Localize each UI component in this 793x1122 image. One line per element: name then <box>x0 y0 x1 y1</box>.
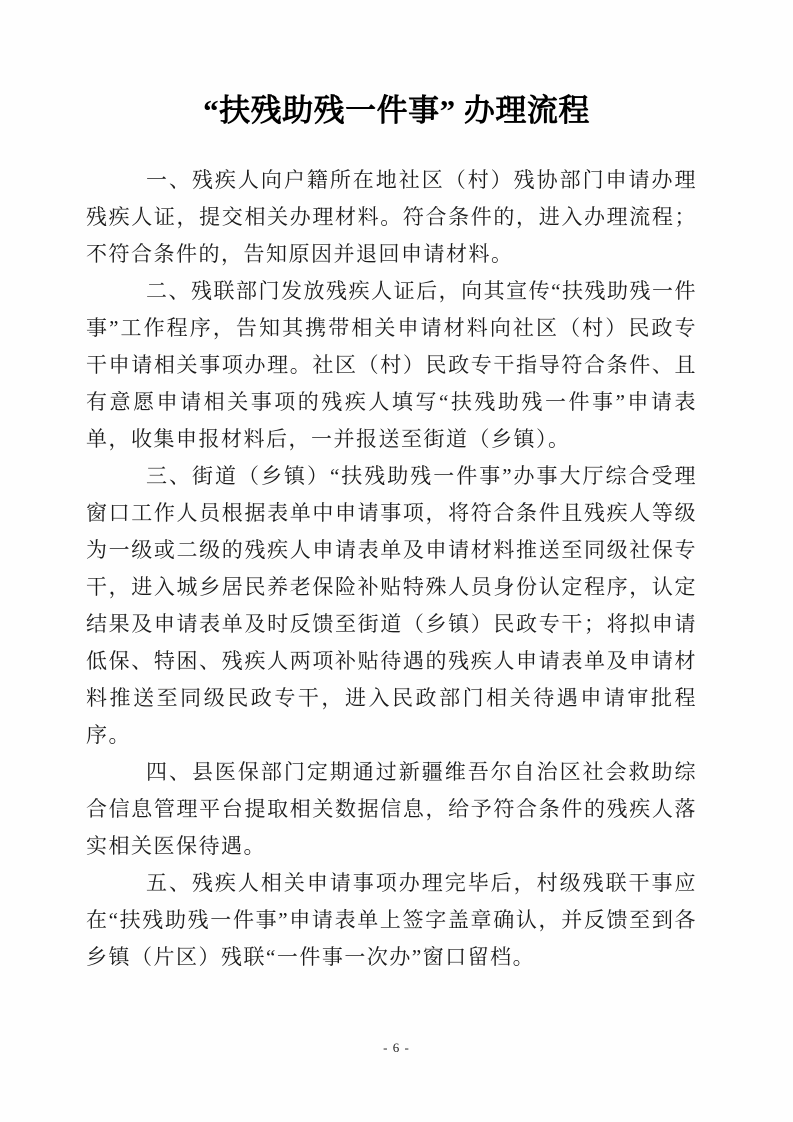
paragraph-1: 一、残疾人向户籍所在地社区（村）残协部门申请办理残疾人证，提交相关办理材料。符合条件的，进入办理流程；不符合条件的，告知原因并退回申请材料。 <box>86 168 697 266</box>
paragraph-2: 二、残联部门发放残疾人证后，向其宣传“扶残助残一件事”工作程序，告知其携带相关申请材料向社区（村）民政专干申请相关事项办理。社区（村）民政专干指导符合条件、且有意愿申请相关事项的残疾人填写“扶残助残一件事”申请表单，收集申报材料后，一并报送至街道（乡镇）。 <box>86 279 697 451</box>
paragraph-3: 三、街道（乡镇）“扶残助残一件事”办事大厅综合受理窗口工作人员根据表单中申请事项，将符合条件且残疾人等级为一级或二级的残疾人申请表单及申请材料推送至同级社保专干，进入城乡居民养老保险补贴特殊人员身份认定程序，认定结果及申请表单及时反馈至街道（乡镇）民政专干；将拟申请低保、特困、残疾人两项补贴待遇的残疾人申请表单及申请材料推送至同级民政专干，进入民政部门相关待遇申请审批程序。 <box>86 464 697 747</box>
page-title: “扶残助残一件事” 办理流程 <box>203 93 590 128</box>
paragraph-4: 四、县医保部门定期通过新疆维吾尔自治区社会救助综合信息管理平台提取相关数据信息，给予符合条件的残疾人落实相关医保待遇。 <box>86 760 697 858</box>
page-number: - 6 - <box>383 1040 410 1055</box>
paragraph-5: 五、残疾人相关申请事项办理完毕后，村级残联干事应在“扶残助残一件事”申请表单上签字盖章确认，并反馈至到各乡镇（片区）残联“一件事一次办”窗口留档。 <box>86 871 697 969</box>
document-body <box>86 162 697 976</box>
